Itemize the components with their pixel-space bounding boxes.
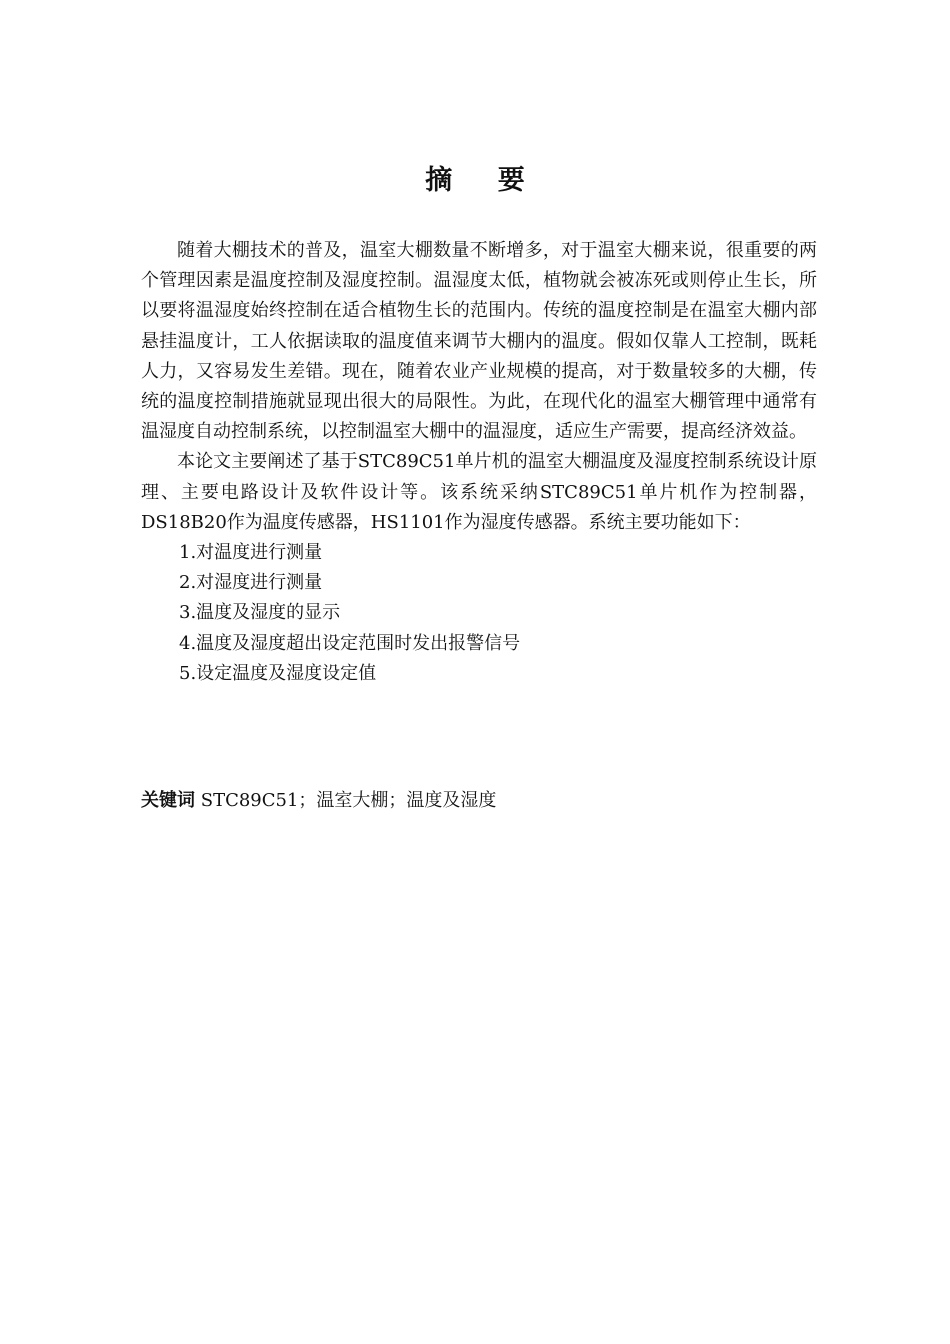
function-list xyxy=(141,538,817,689)
keywords-label: 关键词 xyxy=(141,790,195,811)
abstract-paragraph-2: 本论文主要阐述了基于STC89C51单片机的温室大棚温度及湿度控制系统设计原理、主要电路设计及软件设计等。该系统采纳STC89C51单片机作为控制器，DS18B20作为温度传感器，HS1101作为湿度传感器。系统主要功能如下： xyxy=(141,451,817,533)
keywords-value: STC89C51；温室大棚；温度及湿度 xyxy=(200,790,497,811)
function-item-1: 1.对温度进行测量 xyxy=(179,542,323,564)
keywords-line xyxy=(141,786,496,816)
abstract-paragraph-1: 随着大棚技术的普及，温室大棚数量不断增多，对于温室大棚来说，很重要的两个管理因素是温度控制及湿度控制。温湿度太低，植物就会被冻死或则停止生长，所以要将温湿度始终控制在适合植物生长的范围内。传统的温度控制是在温室大棚内部悬挂温度计，工人依据读取的温度值来调节大棚内的温度。假如仅靠人工控制，既耗人力，又容易发生差错。现在，随着农业产业规模的提高，对于数量较多的大棚，传统的温度控制措施就显现出很大的局限性。为此，在现代化的温室大棚管理中通常有温湿度自动控制系统，以控制温室大棚中的温湿度，适应生产需要，提高经济效益。 xyxy=(141,240,817,443)
function-item-3: 3.温度及湿度的显示 xyxy=(179,602,341,624)
function-item-4: 4.温度及湿度超出设定范围时发出报警信号 xyxy=(179,632,521,654)
function-item-5: 5.设定温度及湿度设定值 xyxy=(179,662,377,684)
function-item-2: 2.对湿度进行测量 xyxy=(179,572,323,594)
abstract-title: 摘 要 xyxy=(425,165,543,196)
abstract-body xyxy=(141,236,817,689)
